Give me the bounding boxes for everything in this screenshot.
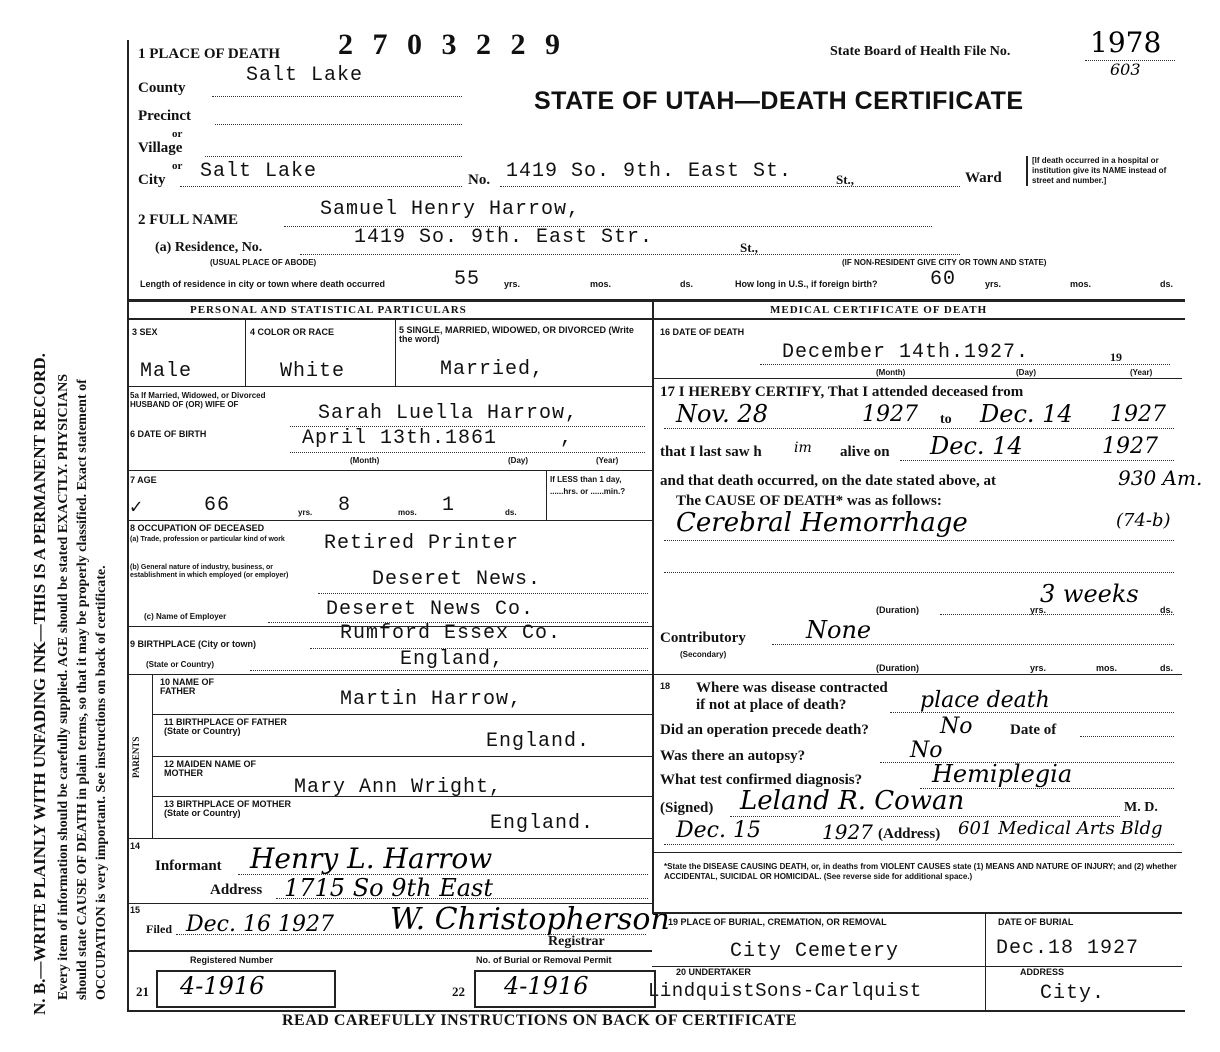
length-years: 55 [454,268,481,291]
cause-label: The CAUSE OF DEATH* was as follows: [676,493,942,509]
heading-underline [127,318,1185,320]
physician-signature: Leland R. Cowan [740,786,965,816]
informant-number: 14 [130,841,141,851]
attended-from-year: 1927 [862,402,918,427]
burial-place-label: 19 PLACE OF BURIAL, CREMATION, OR REMOVAL [668,917,887,927]
mos-label: mos. [1070,279,1092,289]
sex-label: 3 SEX [132,327,158,337]
yrs-label: yrs. [1030,605,1047,615]
undertaker-address-label: ADDRESS [1020,967,1065,977]
occupation-a-label: (a) Trade, profession or particular kind of work [130,536,285,543]
last-saw-pronoun: im [794,440,812,456]
age-years: 66 [204,494,231,517]
st-label: St., [836,172,855,187]
full-name-value: Samuel Henry Harrow, [320,198,581,221]
color-label: 4 COLOR OR RACE [250,327,335,337]
marital-value: Married, [440,358,545,381]
or-label: or [172,160,183,172]
birthplace-city: Rumford Essex Co. [340,622,562,645]
disease-contracted-label: Where was disease contracted [696,680,888,696]
age-days: 1 [442,494,456,517]
side-note-line3: should state CAUSE OF DEATH in plain terms, so that it may be properly classified. Exact statement of [75,379,90,1000]
registered-number-label: Registered Number [190,955,274,965]
occupation-label: 8 OCCUPATION OF DECEASED [130,523,265,533]
street-value: 1419 So. 9th. East St. [506,160,793,183]
occupation-b-label: (b) General nature of industry, business, or establishment in which employed (or employer) [130,564,289,579]
last-saw-date: Dec. 14 [930,432,1023,460]
date-of-death-value: December 14th.1927. [782,341,1030,364]
year-label: (Year) [596,456,619,465]
burial-date-label: DATE OF BURIAL [998,917,1074,927]
residence-value: 1419 So. 9th. East Str. [354,226,654,249]
secondary-label: (Secondary) [680,650,727,659]
file-number-sub: 603 [1110,60,1141,79]
street-no-label: No. [468,172,491,188]
attended-to: Dec. 14 [980,400,1073,428]
father-name-label: 10 NAME OF FATHER [160,677,215,696]
duration-label: (Duration) [876,663,919,673]
father-birthplace-label: 11 BIRTHPLACE OF FATHER (State or Country) [164,717,287,736]
month-label: (Month) [350,456,380,465]
ds-label: ds. [1160,279,1174,289]
mother-name-value: Mary Ann Wright, [294,776,503,799]
st-label: St., [740,240,759,255]
operation-value: No [940,714,973,739]
filed-number: 15 [130,905,141,915]
county-value: Salt Lake [246,64,364,87]
county-label: County [138,80,186,96]
date-of-label: Date of [1010,722,1057,738]
instructions-footer: READ CAREFULLY INSTRUCTIONS ON BACK OF CERTIFICATE [282,1012,797,1029]
age-months: 8 [338,494,352,517]
non-resident-label: (IF NON-RESIDENT GIVE CITY OR TOWN AND STATE) [842,258,1047,267]
attended-from: Nov. 28 [676,400,768,428]
cause-footnote: *State the DISEASE CAUSING DEATH, or, in deaths from VIOLENT CAUSES state (1) MEANS AND NATURE OF INJURY; and (2) whether ACCIDENTAL, SUICIDAL OR HOMICIDAL. (See reverse side for additional space.) [664,862,1177,881]
file-number-label: State Board of Health File No. [830,44,1011,59]
or-label: or [172,128,183,140]
file-number: 1978 [1090,26,1162,59]
age-check: ✓ [130,497,144,520]
birthplace-country: England, [400,648,505,671]
us-residence-label: How long in U.S., if foreign birth? [735,279,878,289]
informant-address: 1715 So 9th East [284,874,494,902]
occupation-a-value: Retired Printer [324,532,520,555]
duration-value: 3 weeks [1040,580,1139,608]
ds-label: ds. [505,508,517,517]
precinct-label: Precinct [138,108,192,124]
operation-label: Did an operation precede death? [660,722,869,738]
length-residence-label: Length of residence in city or town where death occurred [140,279,386,289]
test-value: Hemiplegia [932,760,1073,788]
disease-place-value: place death [920,688,1050,713]
disease-number: 18 [660,681,671,691]
occupation-c-value: Deseret News Co. [326,598,535,621]
less-than-day-label: If LESS than 1 day, ......hrs. or ......min.? [550,475,626,496]
test-label: What test confirmed diagnosis? [660,772,863,788]
year-label: (Year) [1130,368,1153,377]
physician-address-label: (Address) [878,826,941,842]
spouse-value: Sarah Luella Harrow, [318,402,579,425]
sex-value: Male [140,360,193,383]
signed-label: (Signed) [660,800,714,816]
medical-heading: MEDICAL CERTIFICATE OF DEATH [770,304,988,316]
day-label: (Day) [508,456,529,465]
autopsy-label: Was there an autopsy? [660,748,806,764]
burial-place-value: City Cemetery [730,940,900,963]
mos-label: mos. [1096,663,1118,673]
city-label: City [138,172,166,188]
informant-label: Informant [155,858,222,874]
city-value: Salt Lake [200,160,318,183]
undertaker-value: LindquistSons-Carlquist [648,980,922,1002]
section-divider [127,299,1185,302]
dob-comma: , [560,427,574,450]
birthplace-label: 9 BIRTHPLACE (City or town) [130,639,256,649]
ds-label: ds. [1160,663,1174,673]
md-label: M. D. [1124,800,1158,815]
contributory-value: None [806,616,872,644]
mos-label: mos. [398,508,417,517]
left-border [127,40,129,1010]
registered-number-index: 21 [136,984,149,999]
duration-label: (Duration) [876,605,919,615]
village-label: Village [138,140,183,156]
last-saw-label: that I last saw h [660,444,762,460]
dob-value: April 13th.1861 [302,427,498,450]
place-of-death-label: 1 PLACE OF DEATH [138,46,281,62]
informant-address-label: Address [210,882,263,898]
disease-contracted-label2: if not at place of death? [696,697,847,713]
month-label: (Month) [876,368,906,377]
ds-label: ds. [1160,605,1174,615]
to-label: to [940,412,952,427]
mother-birthplace-value: England. [490,812,595,835]
state-country-label: (State or Country) [146,660,214,669]
date-of-death-label: 16 DATE OF DEATH [660,327,745,337]
permit-number-label: No. of Burial or Removal Permit [476,955,612,965]
center-divider [652,300,654,912]
attended-to-year: 1927 [1110,402,1166,427]
side-note-line1: N. B.—WRITE PLAINLY WITH UNFADING INK—THIS IS A PERMANENT RECORD. [30,353,49,1015]
cause-value: Cerebral Hemorrhage [676,508,968,538]
filed-label: Filed [146,922,172,936]
last-saw-year: 1927 [1102,434,1158,459]
undertaker-label: 20 UNDERTAKER [676,967,751,977]
signed-year: 1927 [822,820,873,844]
permit-number-index: 22 [452,984,465,999]
occupation-b-value: Deseret News. [372,568,542,591]
dob-label: 6 DATE OF BIRTH [130,429,207,439]
ds-label: ds. [680,279,694,289]
marital-label: 5 SINGLE, MARRIED, WIDOWED, OR DIVORCED (Write the word) [399,325,634,344]
yrs-label: yrs. [985,279,1002,289]
burial-date-value: Dec.18 1927 [996,937,1140,960]
father-birthplace-value: England. [486,730,591,753]
mother-birthplace-label: 13 BIRTHPLACE OF MOTHER (State or Country) [164,799,292,818]
autopsy-value: No [910,738,943,763]
residence-label: (a) Residence, No. [155,240,263,255]
usual-abode-label: (USUAL PLACE OF ABODE) [210,258,317,267]
contributory-label: Contributory [660,630,746,646]
side-note-line4: OCCUPATION is very important. See instructions on back of certificate. [94,565,109,1000]
nineteen-label: 19 [1110,350,1122,364]
cause-code: (74-b) [1116,510,1171,531]
occupation-c-label: (c) Name of Employer [144,612,227,621]
yrs-label: yrs. [504,279,521,289]
mos-label: mos. [590,279,612,289]
signed-date: Dec. 15 [676,818,761,843]
yrs-label: yrs. [298,508,313,517]
full-name-label: 2 FULL NAME [138,212,239,228]
undertaker-address-value: City. [1040,982,1106,1005]
certificate-number: 2 7 0 3 2 2 9 [338,28,566,61]
certificate-title: STATE OF UTAH—DEATH CERTIFICATE [534,87,1024,115]
personal-heading: PERSONAL AND STATISTICAL PARTICULARS [190,304,467,316]
ward-note: [If death occurred in a hospital or institution give its NAME instead of street and number.] [1026,156,1184,186]
parents-label: PARENTS [131,736,141,778]
spouse-label: 5a If Married, Widowed, or Divorced HUSBAND OF (OR) WIFE OF [130,391,266,409]
time-of-death: 930 Am. [1118,466,1203,490]
us-years: 60 [930,268,957,291]
day-label: (Day) [1016,368,1037,377]
ward-label: Ward [965,170,1002,186]
registered-number-value: 4-1916 [180,972,265,1000]
father-name-value: Martin Harrow, [340,688,523,711]
filed-date: Dec. 16 1927 [186,912,334,937]
certify-label: 17 I HEREBY CERTIFY, That I attended deceased from [660,384,1024,400]
alive-on-label: alive on [840,444,890,460]
age-label: 7 AGE [130,475,157,485]
physician-address: 601 Medical Arts Bldg [958,818,1163,839]
yrs-label: yrs. [1030,663,1047,673]
registrar-signature: W. Christopherson [390,902,670,937]
mother-name-label: 12 MAIDEN NAME OF MOTHER [164,759,257,778]
side-note-line2: Every item of information should be carefully supplied. AGE should be stated EXACTLY. PHYSICIANS [56,373,71,1000]
color-value: White [280,360,346,383]
permit-number-value: 4-1916 [504,972,589,1000]
registrar-label: Registrar [548,934,605,949]
informant-signature: Henry L. Harrow [250,842,493,875]
death-occurred-label: and that death occurred, on the date stated above, at [660,473,996,489]
